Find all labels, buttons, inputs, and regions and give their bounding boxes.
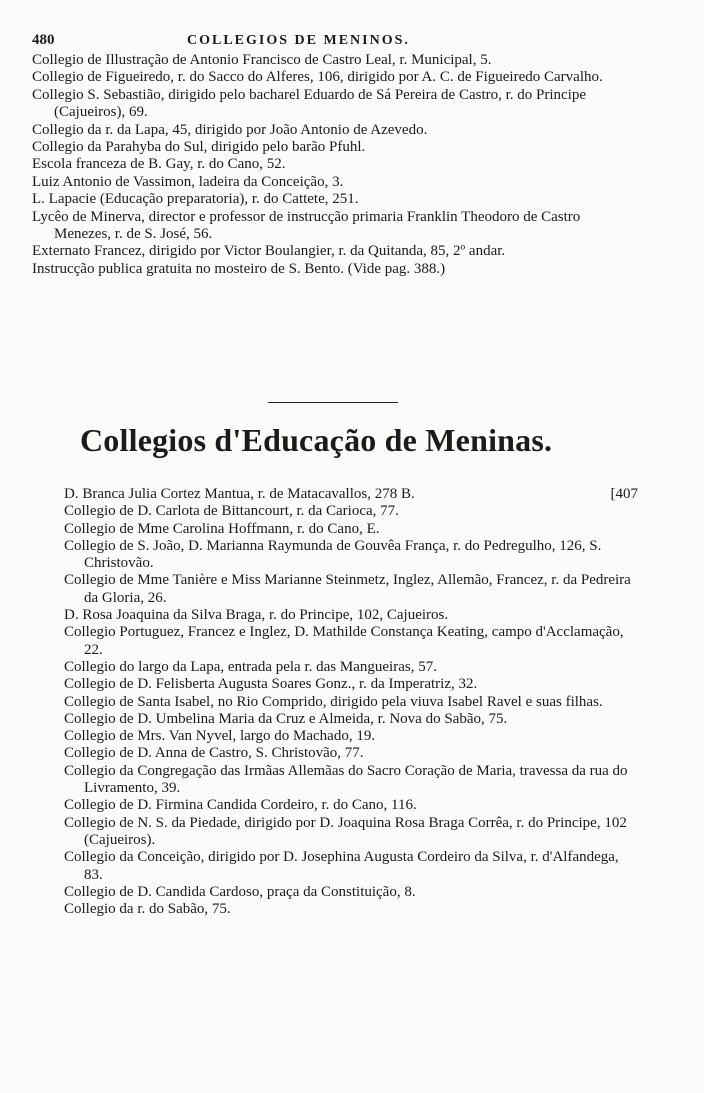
list-item: D. Rosa Joaquina da Silva Braga, r. do Principe, 102, Cajueiros. <box>64 607 449 624</box>
section-divider <box>268 402 398 403</box>
list-item: Escola franceza de B. Gay, r. do Cano, 52. <box>32 156 286 173</box>
list-item: Collegio de D. Firmina Candida Cordeiro, r. do Cano, 116. <box>64 797 417 814</box>
page-number: 480 <box>32 32 55 48</box>
list-item: Collegio de D. Umbelina Maria da Cruz e Almeida, r. Nova do Sabão, 75. <box>64 710 508 727</box>
list-item: Collegio de Mme Carolina Hoffmann, r. do Cano, E. <box>64 520 380 537</box>
list-item: Luiz Antonio de Vassimon, ladeira da Conceição, 3. <box>32 173 344 190</box>
list-item: L. Lapacie (Educação preparatoria), r. do Cattete, 251. <box>32 191 359 208</box>
section-title: Collegios d'Educação de Meninas. <box>80 422 553 458</box>
list-item: Collegio de Illustração de Antonio Francisco de Castro Leal, r. Municipal, 5. <box>32 52 492 68</box>
boys-colleges-list <box>32 52 636 278</box>
list-item: Instrucção publica gratuita no mosteiro de S. Bento. (Vide pag. 388.) <box>32 260 446 277</box>
list-item: Collegio de D. Candida Cardoso, praça da Constituição, 8. <box>64 883 416 900</box>
list-item: Collegio da r. do Sabão, 75. <box>64 901 231 918</box>
list-item: Collegio de Mrs. Van Nyvel, largo do Machado, 19. <box>64 728 376 745</box>
list-item: Collegio S. Sebastião, dirigido pelo bacharel Eduardo de Sá Pereira de Castro, r. do Principe (Cajueiros), 69. <box>32 86 587 121</box>
list-item: Collegio de Figueiredo, r. do Sacco do Alferes, 106, dirigido por A. C. de Figueiredo Carvalho. <box>32 69 603 86</box>
page-header <box>32 32 632 52</box>
list-item: Collegio de N. S. da Piedade, dirigido por D. Joaquina Rosa Braga Corrêa, r. do Principe, 102 (Cajueiros). <box>64 814 627 848</box>
list-item: Lycêo de Minerva, director e professor de instrucção primaria Franklin Theodoro de Castro Menezes, r. de S. José, 56. <box>32 208 581 243</box>
girls-colleges-list <box>64 486 638 918</box>
list-item: Collegio de S. João, D. Marianna Raymunda de Gouvêa França, r. do Pedregulho, 126, S. Christovão. <box>64 537 602 572</box>
list-item: Collegio da Congregação das Irmãas Allemãas do Sacro Coração de Maria, travessa da rua do Livramento, 39. <box>64 762 628 797</box>
list-item <box>64 486 638 503</box>
list-item: Collegio de D. Carlota de Bittancourt, r. da Carioca, 77. <box>64 503 399 520</box>
list-item: Collegio de D. Felisberta Augusta Soares Gonz., r. da Imperatriz, 32. <box>64 676 478 693</box>
list-item: Collegio Portuguez, Francez e Inglez, D. Mathilde Constança Keating, campo d'Acclamação, 22. <box>64 624 624 658</box>
list-item: Collegio de Santa Isabel, no Rio Comprido, dirigido pela viuva Isabel Ravel e suas filhas. <box>64 693 603 710</box>
running-title: COLLEGIOS DE MENINOS. <box>187 33 410 48</box>
list-item-text: D. Branca Julia Cortez Mantua, r. de Matacavallos, 278 B. <box>64 486 415 502</box>
list-item: Collegio da Parahyba do Sul, dirigido pelo barão Pfuhl. <box>32 139 366 156</box>
list-item: Collegio da Conceição, dirigido por D. Josephina Augusta Cordeiro da Silva, r. d'Alfandega, 83. <box>64 849 619 883</box>
list-item: Externato Francez, dirigido por Victor Boulangier, r. da Quitanda, 85, 2º andar. <box>32 243 506 260</box>
list-item: Collegio do largo da Lapa, entrada pela r. das Mangueiras, 57. <box>64 658 437 675</box>
list-item: Collegio de Mme Tanière e Miss Marianne Steinmetz, Inglez, Allemão, Francez, r. da Pedreira da Gloria, 26. <box>64 572 631 606</box>
list-item: Collegio da r. da Lapa, 45, dirigido por João Antonio de Azevedo. <box>32 121 428 138</box>
reference-mark: [407 <box>610 486 638 502</box>
list-item: Collegio de D. Anna de Castro, S. Christovão, 77. <box>64 745 364 762</box>
